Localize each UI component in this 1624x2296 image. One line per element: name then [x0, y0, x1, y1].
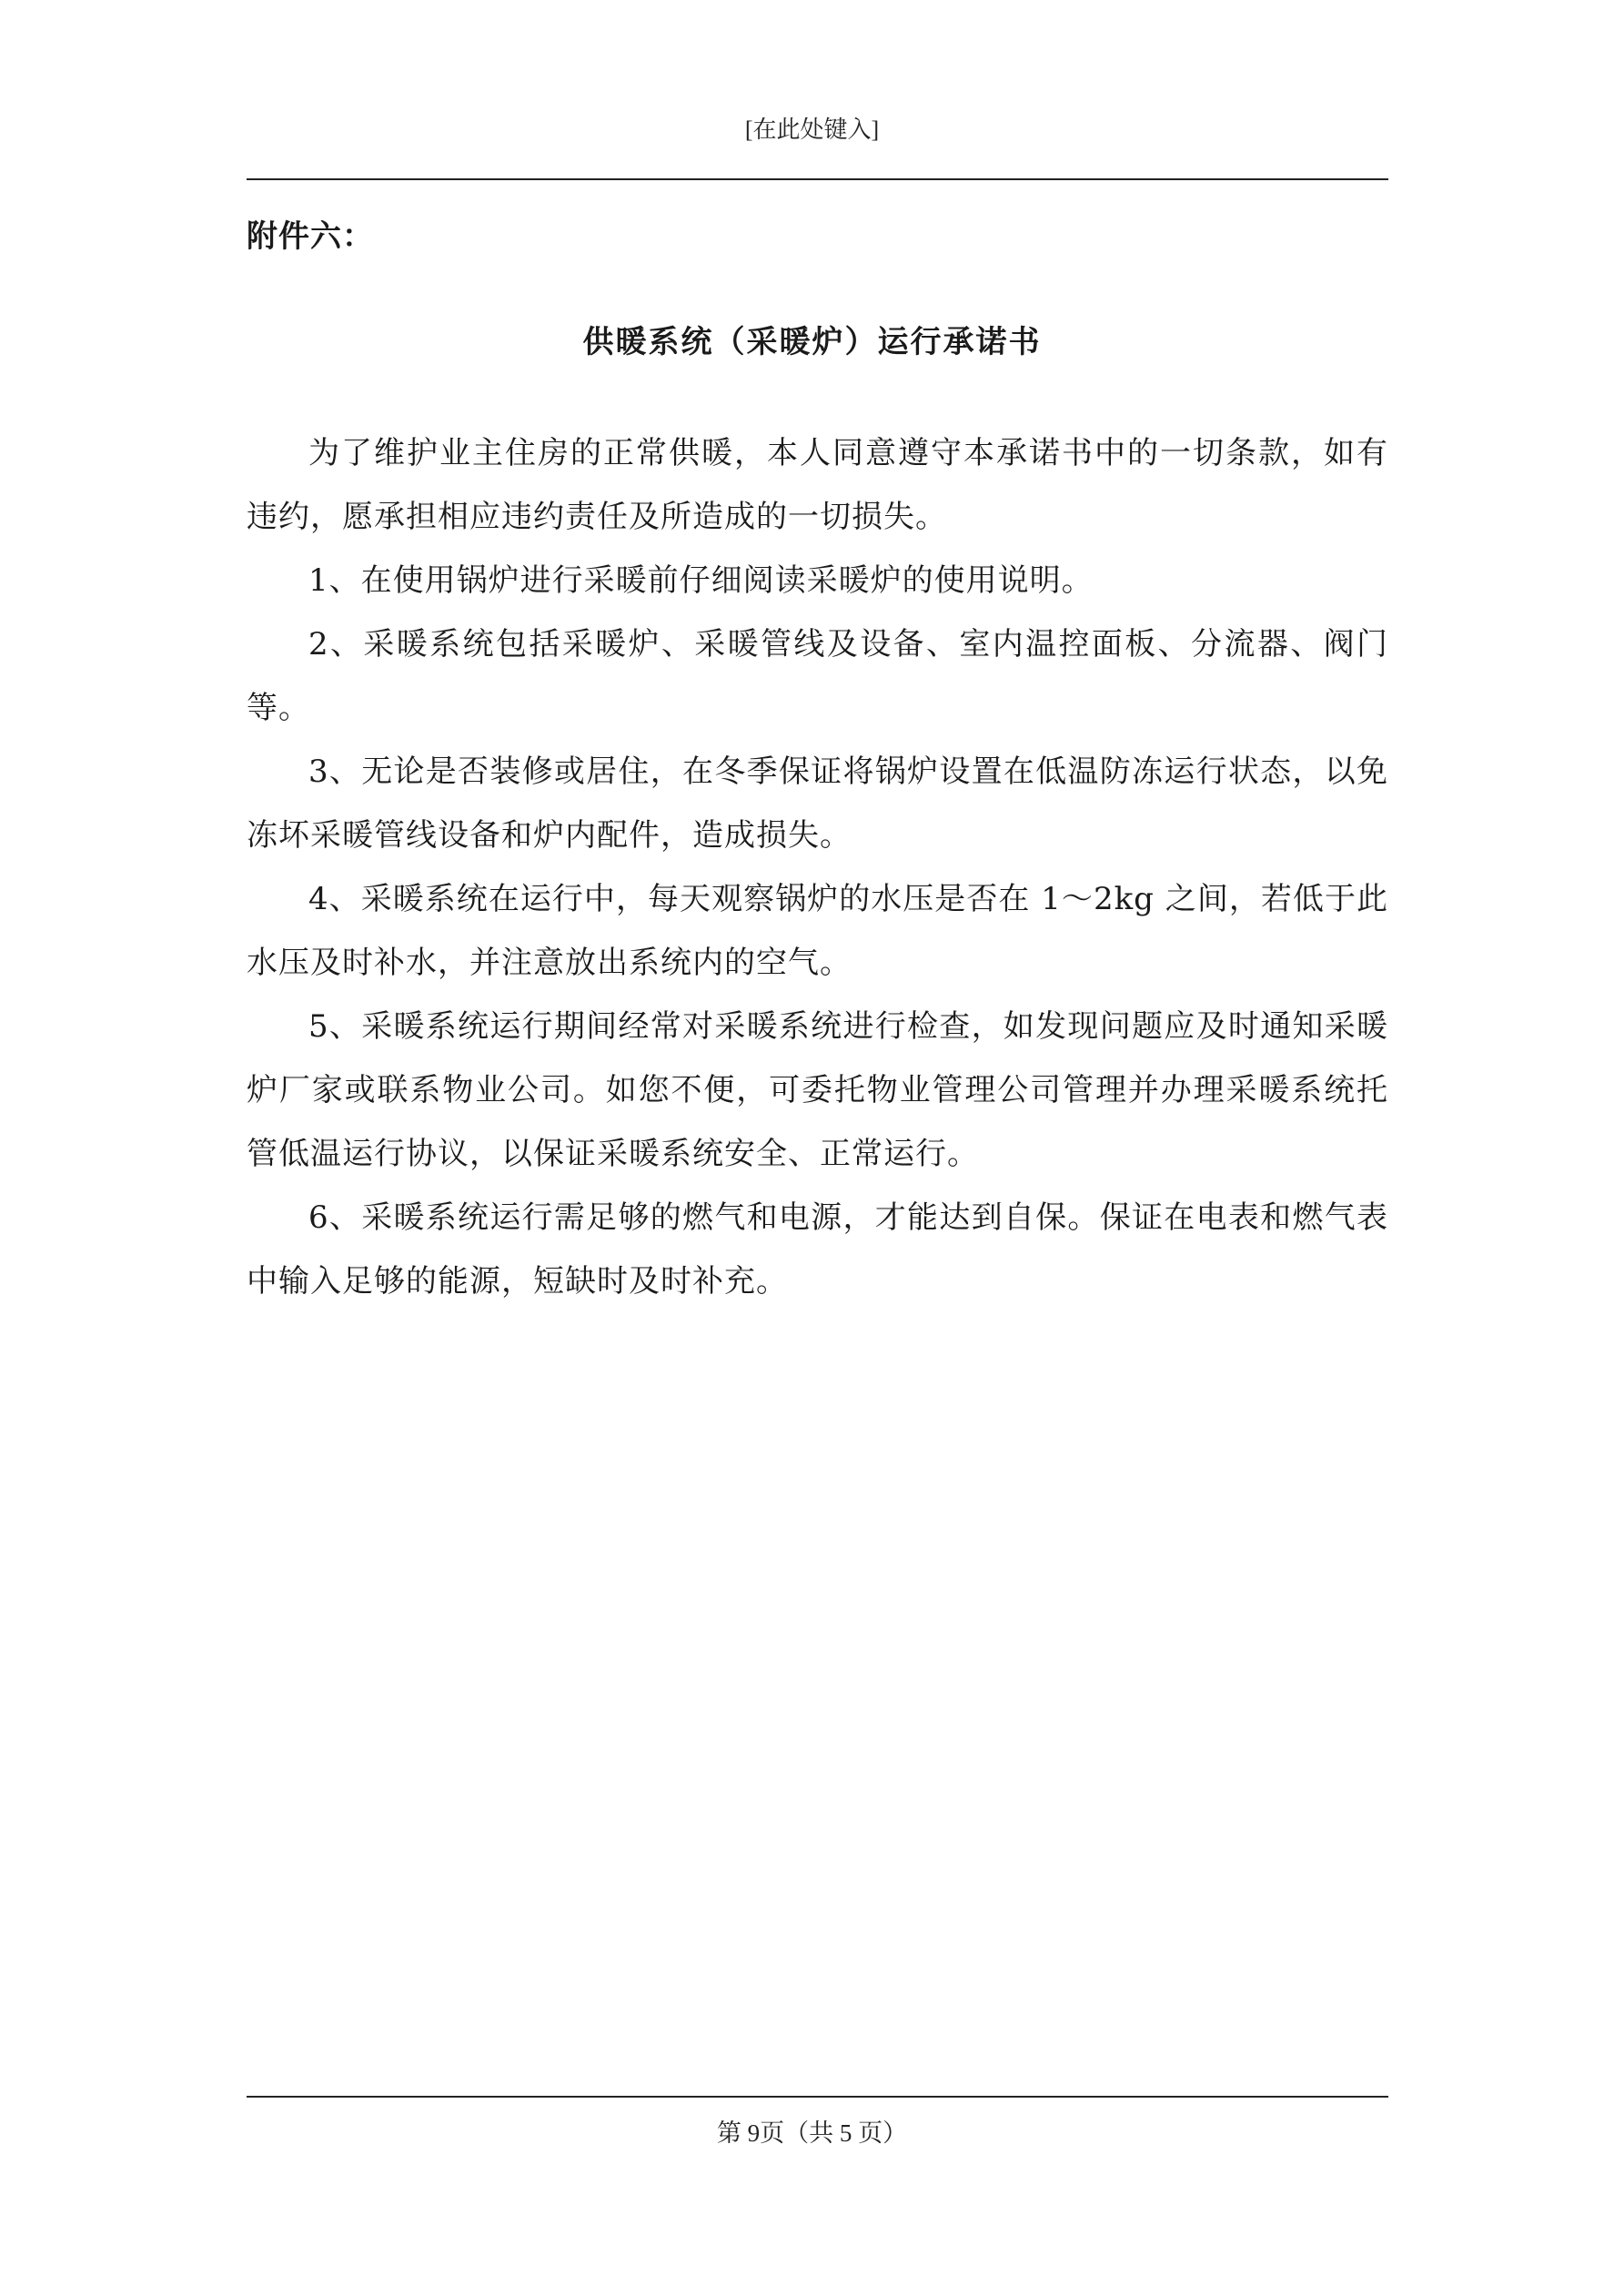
clause-5: 5、采暖系统运行期间经常对采暖系统进行检查，如发现问题应及时通知采暖炉厂家或联系物业公司。如您不便，可委托物业管理公司管理并办理采暖系统托管低温运行协议，以保证采暖系统安全、正常运行。	[247, 1008, 1388, 1172]
clause-1: 1、在使用锅炉进行采暖前仔细阅读采暖炉的使用说明。	[308, 562, 1094, 599]
clause-3: 3、无论是否装修或居住，在冬季保证将锅炉设置在低温防冻运行状态，以免冻坏采暖管线设备和炉内配件，造成损失。	[247, 754, 1388, 854]
footer-divider	[247, 2096, 1388, 2098]
clause-2: 2、采暖系统包括采暖炉、采暖管线及设备、室内温控面板、分流器、阀门等。	[247, 626, 1388, 726]
page-number: 第 9页（共 5 页）	[716, 2119, 908, 2147]
document-body	[247, 421, 1388, 1313]
document-title: 供暖系统（采暖炉）运行承诺书	[582, 324, 1042, 360]
clause-6: 6、采暖系统运行需足够的燃气和电源，才能达到自保。保证在电表和燃气表中输入足够的能源，短缺时及时补充。	[247, 1199, 1388, 1300]
clause-4: 4、采暖系统在运行中，每天观察锅炉的水压是否在 1～2kg 之间，若低于此水压及时补水，并注意放出系统内的空气。	[247, 881, 1388, 981]
attachment-label: 附件六：	[247, 218, 374, 255]
header-divider	[247, 178, 1388, 180]
page-header: [在此处键入]	[744, 116, 880, 143]
intro-paragraph: 为了维护业主住房的正常供暖，本人同意遵守本承诺书中的一切条款，如有违约，愿承担相应违约责任及所造成的一切损失。	[247, 435, 1388, 535]
